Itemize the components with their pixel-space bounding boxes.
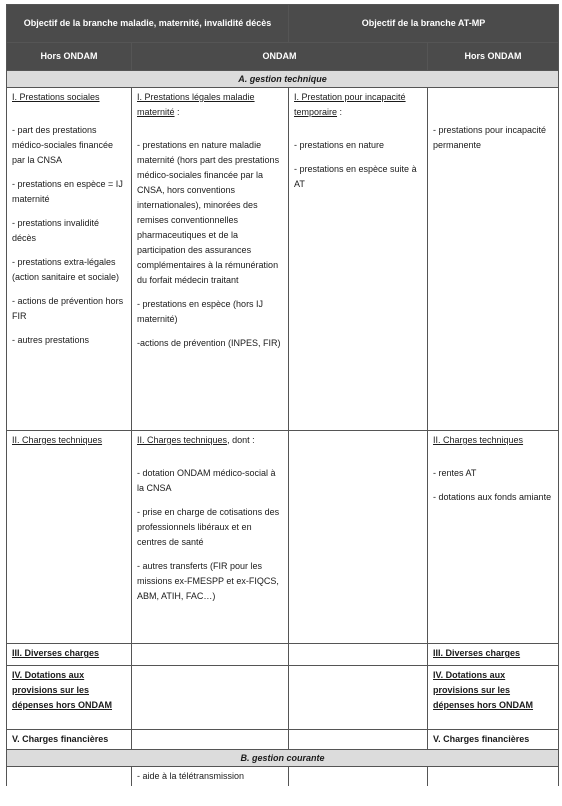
ondam-objectives-table [6,4,559,786]
incapacite-temporaire-title: I. Prestation pour incapacité temporaire [294,92,406,117]
diverses-charges-label: III. Diverses charges [433,648,521,658]
list-item: - dotation ONDAM médico-social à la CNSA [137,468,276,493]
charges-techniques-title: II. Charges techniques [137,435,228,445]
list-item: - prestations pour incapacité permanente [433,125,547,150]
title-suffix: , dont : [227,435,255,445]
ondam-header: ONDAM [132,43,428,71]
diverses-charges-row [7,644,559,666]
diverses-charges-cell-left [7,644,132,666]
list-item: - prestations en nature [294,140,385,150]
gestion-courante-row [7,767,559,787]
empty-cell [132,644,289,666]
charges-techniques-cell-ondam [132,431,289,644]
dotations-provisions-row [7,666,559,730]
list-item: - dotations aux fonds amiante [433,492,552,502]
hors-ondam-header-left: Hors ONDAM [7,43,132,71]
charges-techniques-cell-right [428,431,559,644]
list-item: - prestations en nature maladie maternité (hors part des prestations médico-sociales financée par la CNSA, hors conventions internationales), minorées des remises conventionnelles pharmaceutiques et de la participation des assurances complémentaires à la rémunération du forfait médecin traitant [137,140,280,285]
list-item: - autres prestations [12,335,90,345]
list-item: - autres transferts (FIR pour les missions ex-FMESPP et ex-FIQCS, ABM, ATIH, FAC…) [137,561,279,601]
empty-cell [289,767,428,787]
charges-financieres-cell-right: V. Charges financières [428,730,559,750]
prestations-legales-title: I. Prestations légales maladie maternité [137,92,255,117]
list-item: - part des prestations médico-sociales financée par la CNSA [12,125,114,165]
prestations-row [7,88,559,431]
list-item: - rentes AT [433,468,477,478]
charges-techniques-title: II. Charges techniques [12,435,103,445]
maladie-objective-header: Objectif de la branche maladie, maternité, invalidité décès [7,5,289,43]
list-item: -actions de prévention (INPES, FIR) [137,338,281,348]
list-item: - prise en charge de cotisations des professionnels libéraux et en centres de santé [137,507,280,547]
ondam-header-row [7,43,559,71]
dotations-provisions-cell-left [7,666,132,730]
empty-cell [289,431,428,644]
dotations-provisions-cell-right [428,666,559,730]
empty-cell [289,730,428,750]
empty-cell [289,644,428,666]
empty-cell [289,666,428,730]
hors-ondam-header-right: Hors ONDAM [428,43,559,71]
list-item: - prestations extra-légales (action sanitaire et sociale) [12,257,120,282]
empty-cell [132,730,289,750]
section-gestion-technique: A. gestion technique [7,71,559,88]
list-item: - prestations en espèce suite à AT [294,164,417,189]
diverses-charges-cell-right [428,644,559,666]
prestations-sociales-cell [7,88,132,431]
dotations-provisions-label: IV. Dotations aux provisions sur les dépenses hors ONDAM [12,670,113,710]
atmp-objective-header: Objectif de la branche AT-MP [289,5,559,43]
section-gestion-courante: B. gestion courante [7,750,559,767]
list-item: - prestations en espèce (hors IJ maternité) [137,299,264,324]
prestations-sociales-title: I. Prestations sociales [12,92,100,102]
empty-cell [7,767,132,787]
title-suffix: : [174,107,180,117]
incapacite-permanente-cell [428,88,559,431]
list-item: - prestations en espèce = IJ maternité [12,179,123,204]
list-item: - prestations invalidité décès [12,218,100,243]
charges-financieres-cell-left: V. Charges financières [7,730,132,750]
objective-header-row [7,5,559,43]
charges-techniques-cell-left [7,431,132,644]
incapacite-temporaire-cell [289,88,428,431]
diverses-charges-label: III. Diverses charges [12,648,100,658]
title-suffix: : [337,107,343,117]
charges-techniques-title: II. Charges techniques [433,435,524,445]
budget-table-document [6,4,558,786]
section-row-a [7,71,559,88]
list-item: - actions de prévention hors FIR [12,296,124,321]
charges-financieres-row [7,730,559,750]
dotations-provisions-label: IV. Dotations aux provisions sur les dépenses hors ONDAM [433,670,534,710]
empty-cell [428,767,559,787]
prestations-legales-cell [132,88,289,431]
section-row-b [7,750,559,767]
teletransmission-cell: - aide à la télétransmission [132,767,289,787]
charges-techniques-row [7,431,559,644]
empty-cell [132,666,289,730]
